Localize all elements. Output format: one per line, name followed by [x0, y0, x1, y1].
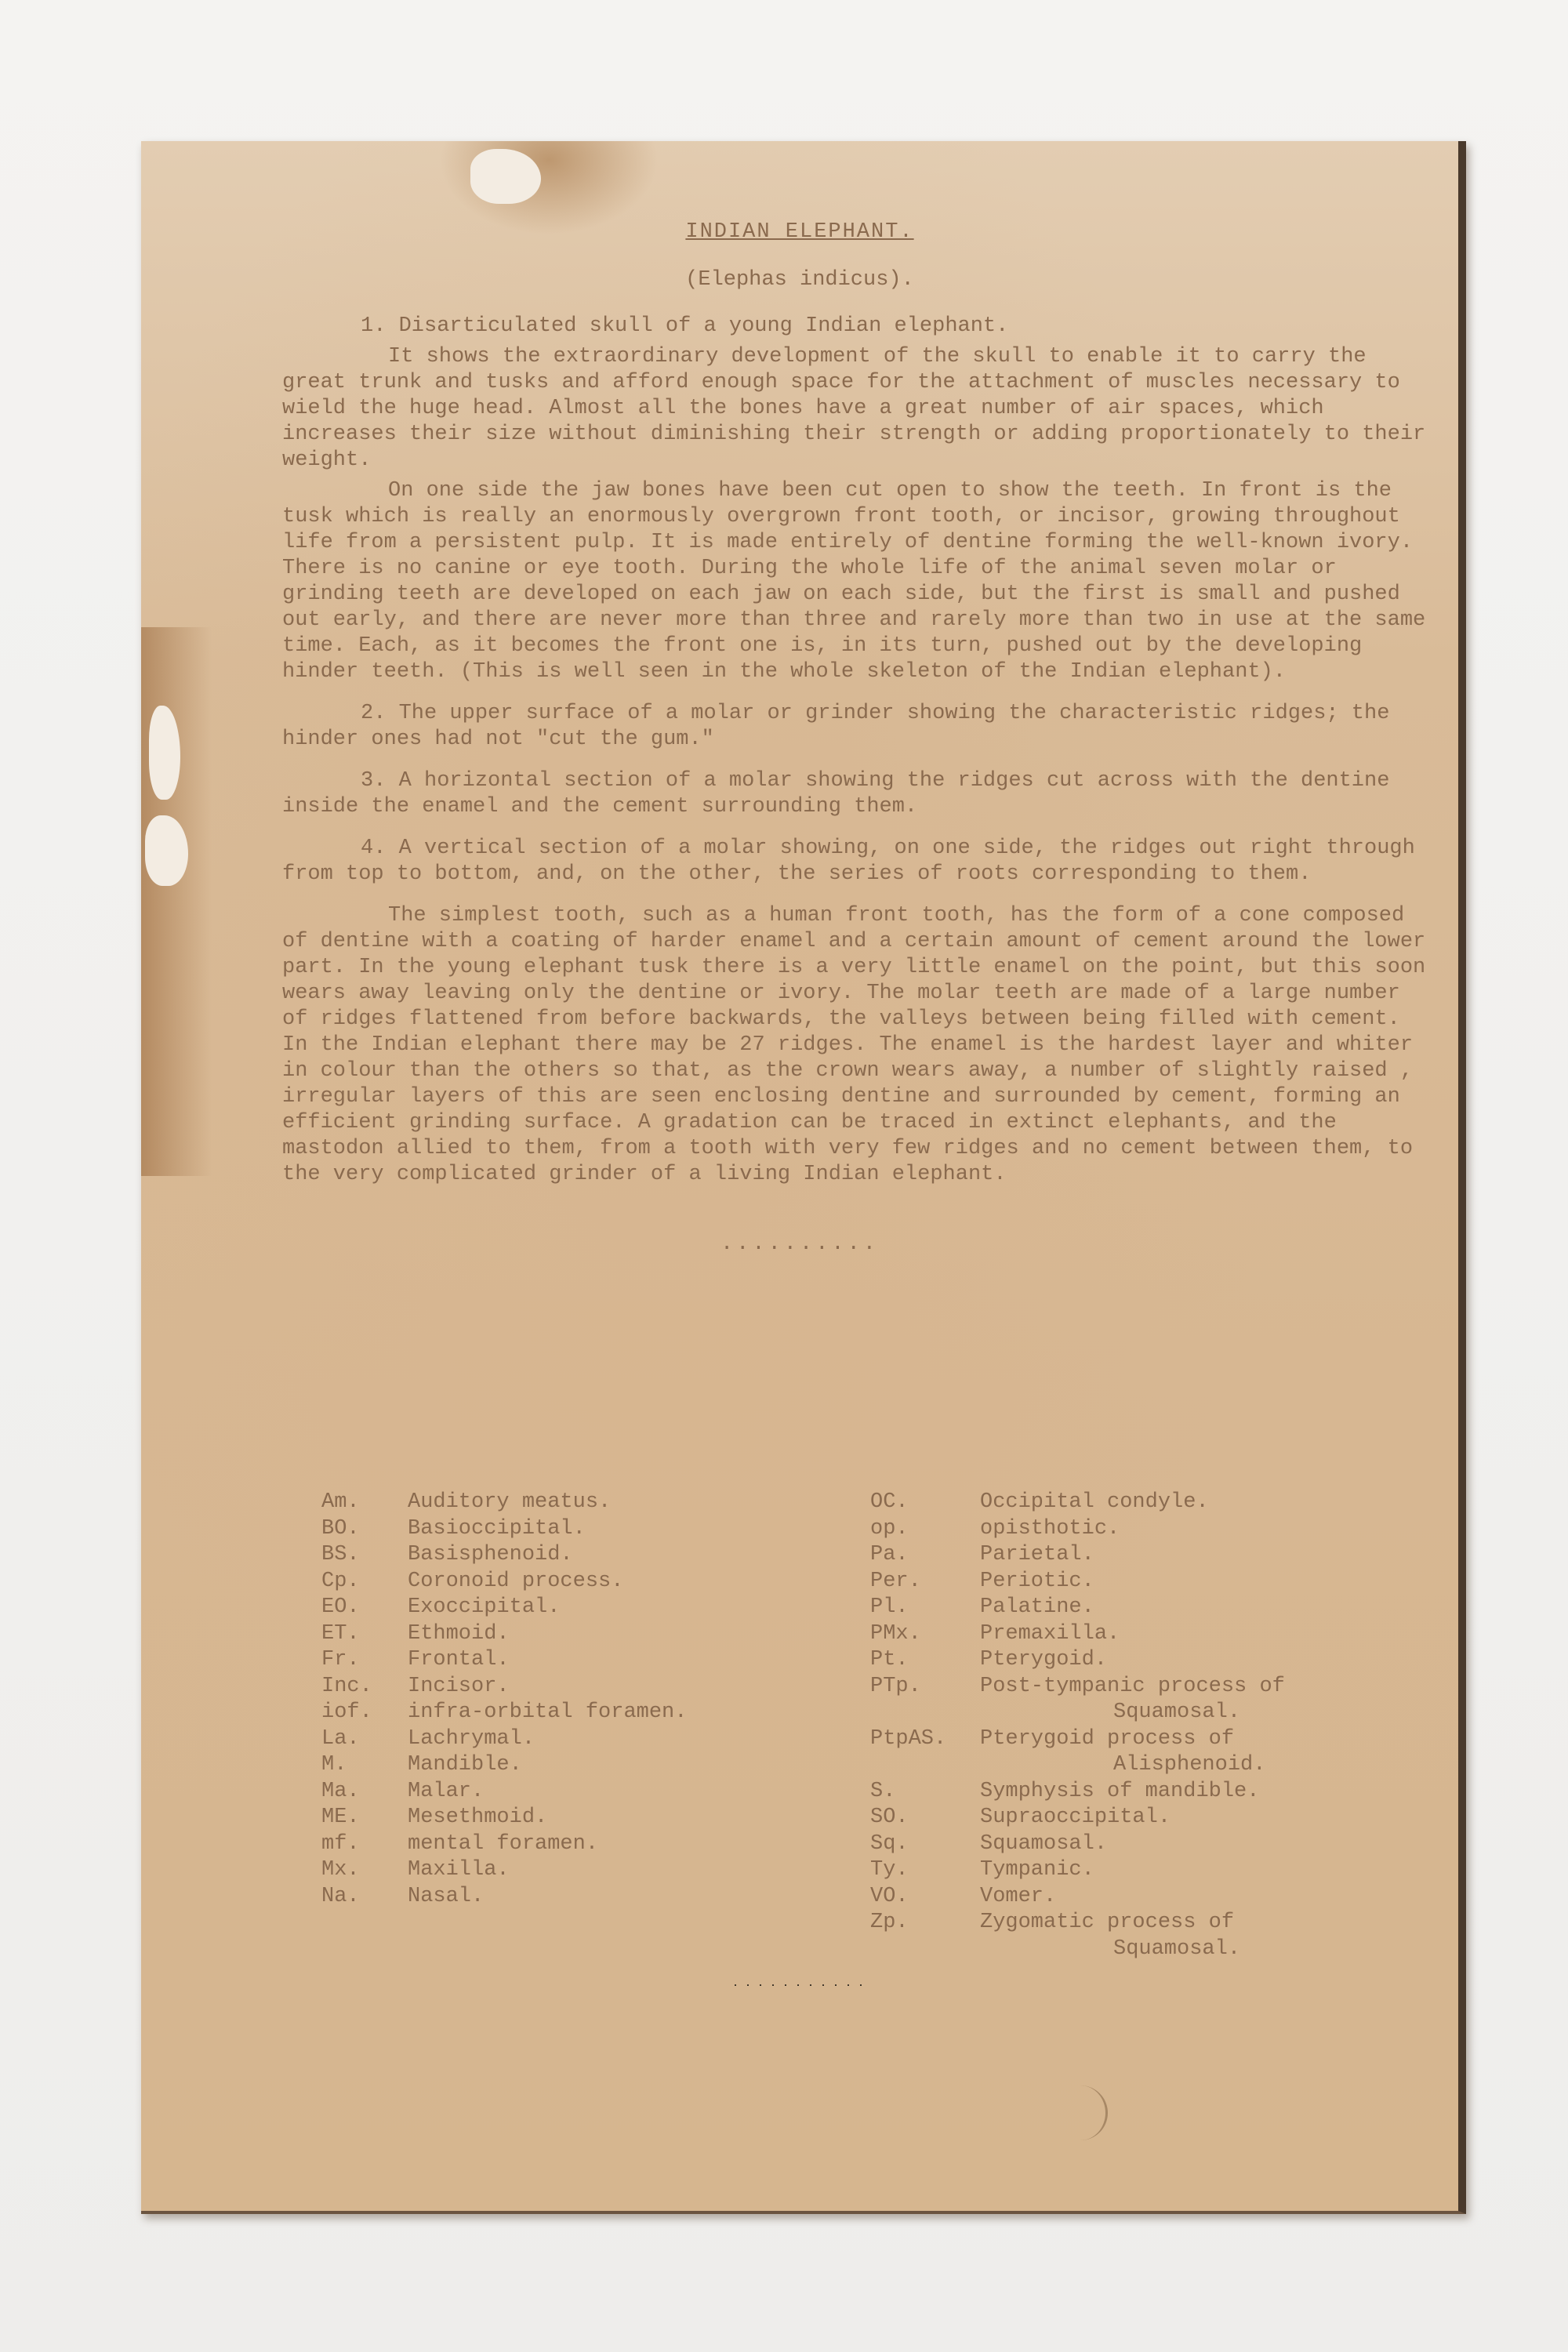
legend-meaning: Pterygoid process of: [980, 1726, 1235, 1751]
legend-meaning: Frontal.: [408, 1648, 510, 1671]
legend-meaning: Squamosal.: [980, 1831, 1108, 1856]
legend-abbreviation: VO.: [870, 1884, 909, 1908]
legend-row: [870, 1779, 1419, 1806]
legend-row: [321, 1805, 870, 1831]
legend-abbreviation: ME.: [321, 1806, 360, 1829]
legend-meaning: Tympanic.: [980, 1858, 1094, 1882]
legend-abbreviation: Ty.: [870, 1858, 909, 1882]
legend-meaning: Occipital condyle.: [980, 1490, 1209, 1514]
legend-meaning: Basisphenoid.: [408, 1543, 573, 1566]
item-1-paragraph-teeth: On one side the jaw bones have been cut open to show the teeth. In front is the tusk which is really an enormously overgrown front tooth, or incisor, growing throughout life from a persistent pulp. It is made entirely of dentine forming the well-known ivory. There is no canine or eye tooth. During the whole life of the animal seven molar or grinding teeth are developed on each jaw on each side, but the first is small and pushed out early, and there are never more than three and rarely more than two in use at the same time. Each, as it becomes the front one is, in its turn, pushed out by the developing hinder teeth. (This is well seen in the whole skeleton of the Indian elephant).: [282, 479, 1426, 684]
legend-abbreviation: Pt.: [870, 1648, 909, 1671]
legend-column-left: [321, 1490, 870, 1910]
legend-row: [870, 1516, 1419, 1543]
separator-dots: ..........: [720, 1232, 880, 1256]
legend-meaning: Premaxilla.: [980, 1621, 1120, 1646]
legend-row: [870, 1542, 1419, 1569]
item-1-heading: 1. Disarticulated skull of a young Indian elephant.: [361, 314, 1009, 338]
item-3: 3. A horizontal section of a molar showing the ridges cut across with the dentine inside the enamel and the cement surrounding them.: [282, 769, 1390, 818]
legend-abbreviation: PMx.: [870, 1621, 921, 1646]
legend-row: [321, 1752, 870, 1779]
item-4: 4. A vertical section of a molar showing, on one side, the ridges out right through from top to bottom, and, on the other, the series of roots corresponding to them.: [282, 837, 1415, 886]
legend-row: [321, 1779, 870, 1806]
legend-meaning: Vomer.: [980, 1884, 1057, 1908]
legend-abbreviation: BS.: [321, 1543, 360, 1566]
legend-meaning-continued: Squamosal.: [1113, 1936, 1241, 1961]
legend-row: [321, 1569, 870, 1595]
closing-paragraph: The simplest tooth, such as a human front tooth, has the form of a cone composed of dentine with a coating of harder enamel and a certain amount of cement around the lower part. In the young elephant tusk there is a very little enamel on the point, but this soon wears away leaving only the dentine or ivory. The molar teeth are made of a large number of ridges flattened from before backwards, the valleys between being filled with cement. In the Indian elephant there may be 27 ridges. The enamel is the hardest layer and whiter in colour than the others so that, as the crown wears away, a number of slightly raised , irregular layers of this are seen enclosing dentine and surrounded by cement, forming an efficient grinding surface. A gradation can be traced in extinct elephants, and the mastodon allied to them, from a tooth with very few ridges and no cement between them, to the very complicated grinder of a living Indian elephant.: [282, 904, 1426, 1186]
legend-abbreviation: Inc.: [321, 1674, 372, 1698]
legend-row: [870, 1647, 1419, 1674]
legend-meaning: Parietal.: [980, 1543, 1094, 1566]
legend-row: [321, 1884, 870, 1911]
legend-meaning: Pterygoid.: [980, 1648, 1108, 1671]
legend-abbreviation: op.: [870, 1516, 909, 1541]
legend-meaning: Supraoccipital.: [980, 1806, 1171, 1829]
pencil-mark: [1074, 2085, 1108, 2140]
legend-abbreviation: Na.: [321, 1884, 360, 1908]
legend-meaning: Exoccipital.: [408, 1595, 561, 1619]
legend-meaning-continued: Squamosal.: [1113, 1700, 1241, 1724]
legend-abbreviation: Cp.: [321, 1569, 360, 1593]
legend-meaning: Coronoid process.: [408, 1569, 624, 1593]
legend-row: [870, 1805, 1419, 1831]
legend-row: [870, 1857, 1419, 1884]
legend-abbreviation: mf.: [321, 1831, 360, 1856]
item-1-paragraph: It shows the extraordinary development of the skull to enable it to carry the great trunk and tusks and afford enough space for the attachment of muscles necessary to wield the huge head. Almost all the bones have a great number of air spaces, which increases their size without diminishing their strength or adding proportionately to their weight.: [282, 345, 1426, 472]
legend-abbreviation: S.: [870, 1779, 896, 1803]
legend-row: [870, 1726, 1419, 1753]
legend-row: [321, 1595, 870, 1621]
legend-meaning: Maxilla.: [408, 1858, 510, 1882]
legend-row: [870, 1621, 1419, 1648]
legend-meaning: opisthotic.: [980, 1516, 1120, 1541]
document-title: INDIAN ELEPHANT.: [685, 220, 914, 244]
legend-meaning: Zygomatic process of: [980, 1911, 1235, 1934]
legend-row: [321, 1490, 870, 1516]
item-2: 2. The upper surface of a molar or grinder showing the characteristic ridges; the hinder ones had not "cut the gum.": [282, 702, 1390, 751]
legend-row: [870, 1490, 1419, 1516]
legend-row: [321, 1516, 870, 1543]
legend-row: [321, 1700, 870, 1726]
legend-meaning: Palatine.: [980, 1595, 1094, 1619]
legend-abbreviation: Per.: [870, 1569, 921, 1593]
legend-meaning: Mesethmoid.: [408, 1806, 548, 1829]
legend-abbreviation: Pa.: [870, 1543, 909, 1566]
edge-stain: [141, 627, 212, 1176]
legend-meaning: Lachrymal.: [408, 1726, 535, 1751]
legend-abbreviation: ET.: [321, 1621, 360, 1646]
legend-row: [321, 1857, 870, 1884]
separator-dots-bottom: . . . . . . . . . . .: [734, 1976, 866, 1989]
legend-abbreviation: SO.: [870, 1806, 909, 1829]
legend-meaning: infra-orbital foramen.: [408, 1700, 688, 1724]
legend-meaning: Ethmoid.: [408, 1621, 510, 1646]
legend-meaning: mental foramen.: [408, 1831, 599, 1856]
document-subtitle: (Elephas indicus).: [685, 268, 914, 292]
legend-row: [321, 1542, 870, 1569]
legend-row: [870, 1595, 1419, 1621]
legend-meaning: Malar.: [408, 1779, 485, 1803]
legend-meaning: Post-tympanic process of: [980, 1674, 1285, 1698]
legend-abbreviation: Mx.: [321, 1858, 360, 1882]
legend-row: [870, 1910, 1419, 1936]
legend-meaning: Basioccipital.: [408, 1516, 586, 1541]
legend-meaning: Auditory meatus.: [408, 1490, 612, 1514]
legend-abbreviation: EO.: [321, 1595, 360, 1619]
legend-column-right: [870, 1490, 1419, 1962]
legend-abbreviation: La.: [321, 1726, 360, 1751]
legend-abbreviation: Sq.: [870, 1831, 909, 1856]
legend-row: [870, 1674, 1419, 1700]
legend-abbreviation: OC.: [870, 1490, 909, 1514]
document-text: [282, 220, 1427, 1258]
legend-row: [321, 1726, 870, 1753]
legend-abbreviation: Zp.: [870, 1911, 909, 1934]
legend-row: [321, 1647, 870, 1674]
legend-meaning: Mandible.: [408, 1753, 522, 1777]
legend-abbreviation: Fr.: [321, 1648, 360, 1671]
legend-row: [321, 1674, 870, 1700]
legend-abbreviation: PtpAS.: [870, 1726, 947, 1751]
legend-meaning: Nasal.: [408, 1884, 485, 1908]
legend-abbreviation: Am.: [321, 1490, 360, 1514]
legend-abbreviation: BO.: [321, 1516, 360, 1541]
legend-meaning-continued: Alisphenoid.: [1113, 1753, 1266, 1777]
legend-row: [870, 1884, 1419, 1911]
legend-abbreviation: M.: [321, 1753, 347, 1777]
document-sheet: [141, 141, 1466, 2214]
legend-row: [870, 1831, 1419, 1858]
legend-abbreviation: iof.: [321, 1700, 372, 1724]
legend-meaning: Periotic.: [980, 1569, 1094, 1593]
legend-row: [321, 1831, 870, 1858]
legend-abbreviation: Ma.: [321, 1779, 360, 1803]
legend-row: [870, 1569, 1419, 1595]
legend-meaning: Incisor.: [408, 1674, 510, 1698]
legend-abbreviation: Pl.: [870, 1595, 909, 1619]
legend-abbreviation: PTp.: [870, 1674, 921, 1698]
legend-row: [321, 1621, 870, 1648]
legend-meaning: Symphysis of mandible.: [980, 1779, 1260, 1803]
